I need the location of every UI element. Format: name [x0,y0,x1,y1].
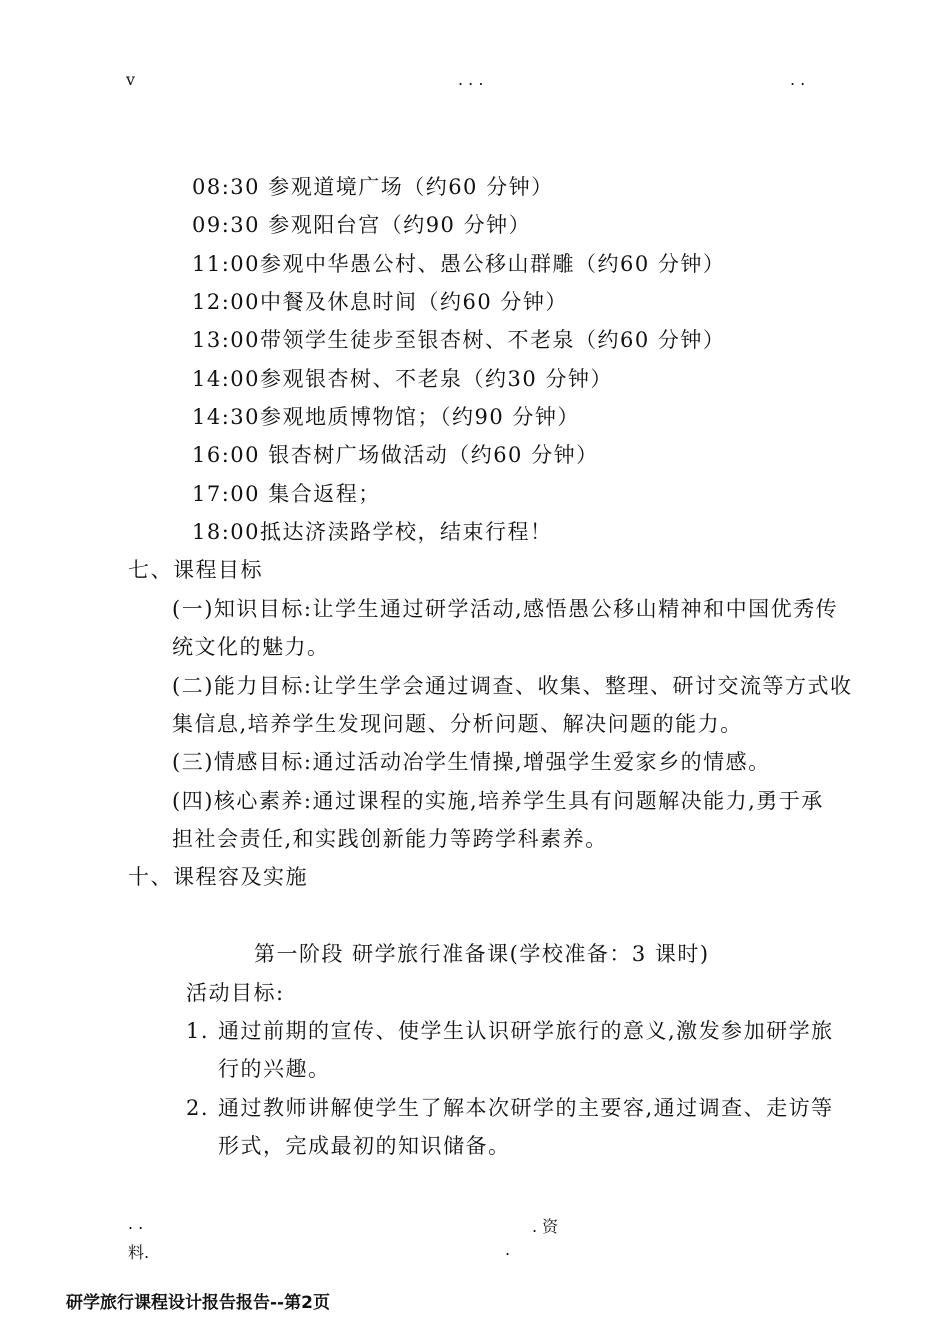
schedule-item-3: 11:00参观中华愚公村、愚公移山群雕（约60 分钟） [192,252,726,276]
header-right-dots: . . [790,70,806,89]
schedule-item-6: 14:00参观银杏树、不老泉（约30 分钟） [192,367,613,391]
goal-4-line-2: 担社会责任,和实践创新能力等跨学科素养。 [172,827,608,851]
section-10-title: 十、课程容及实施 [128,865,308,889]
schedule-item-1: 08:30 参观道境广场（约60 分钟） [192,175,554,199]
stage-1-title: 第一阶段 研学旅行准备课(学校准备：3 课时) [254,942,710,966]
footer-zi: . 资 [532,1217,559,1236]
page-caption: 研学旅行课程设计报告报告--第2页 [66,1293,330,1313]
schedule-item-8: 16:00 银杏树广场做活动（约60 分钟） [192,443,599,467]
schedule-item-5: 13:00带领学生徒步至银杏树、不老泉（约60 分钟） [192,328,726,352]
footer-dot-right: . [505,1240,511,1259]
goal-2-line-1: (二)能力目标:让学生学会通过调查、收集、整理、研讨交流等方式收 [172,674,853,698]
schedule-item-2: 09:30 参观阳台宫（约90 分钟） [192,213,532,237]
activity-item-1-number: 1. [186,1019,210,1043]
goal-4-line-1: (四)核心素养:通过课程的实施,培养学生具有问题解决能力,勇于承 [172,789,824,813]
header-left-mark: v [126,70,136,89]
activity-goals-label: 活动目标: [186,981,285,1005]
goal-2-line-2: 集信息,培养学生发现问题、分析问题、解决问题的能力。 [172,712,743,736]
activity-item-2-line-2: 形式，完成最初的知识储备。 [218,1134,511,1158]
schedule-item-7: 14:30参观地质博物馆；（约90 分钟） [192,405,580,429]
schedule-item-10: 18:00抵达济渎路学校，结束行程！ [192,520,553,544]
activity-item-2-number: 2. [186,1096,210,1120]
goal-1-line-1: (一)知识目标:让学生通过研学活动,感悟愚公移山精神和中国优秀传 [172,597,839,621]
schedule-item-4: 12:00中餐及休息时间（约60 分钟） [192,290,568,314]
schedule-item-9: 17:00 集合返程； [192,482,381,506]
activity-item-1-line-2: 行的兴趣。 [218,1057,331,1081]
activity-item-2-line-1: 通过教师讲解使学生了解本次研学的主要容,通过调查、走访等 [218,1096,834,1120]
goal-3-line-1: (三)情感目标:通过活动冶学生情操,增强学生爱家乡的情感。 [172,750,771,774]
goal-1-line-2: 统文化的魅力。 [172,635,330,659]
footer-dots-left: . . [128,1214,144,1233]
section-7-title: 七、课程目标 [128,558,263,582]
header-middle-dots: . . . [458,70,484,89]
footer-liao: 料. [128,1243,150,1262]
activity-item-1-line-1: 通过前期的宣传、使学生认识研学旅行的意义,激发参加研学旅 [218,1019,834,1043]
